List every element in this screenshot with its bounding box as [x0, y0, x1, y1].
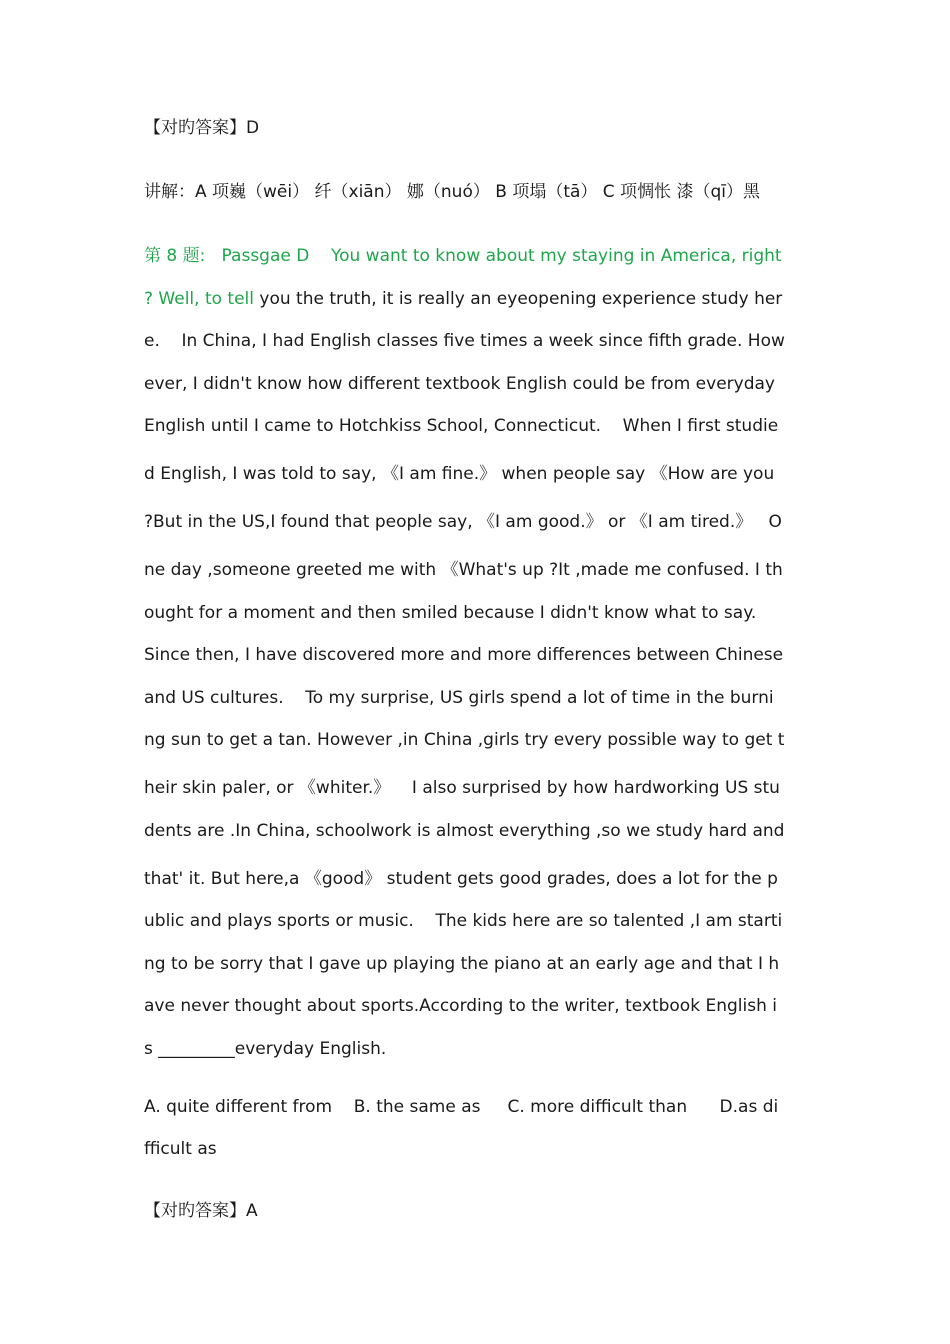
passage-line: s _________everyday English. — [144, 1039, 387, 1059]
answer-options-line-2: fficult as — [144, 1139, 217, 1159]
passage-line: d English, I was told to say, 《I am fine.》 when people say 《How are you — [144, 464, 775, 484]
passage-line: ought for a moment and then smiled because I didn't know what to say. — [144, 603, 757, 623]
passage-line: dents are .In China, schoolwork is almost everything ,so we study hard and — [144, 821, 785, 841]
passage-line: heir skin paler, or 《whiter.》 I also surprised by how hardworking US stu — [144, 778, 780, 798]
previous-answer: 【对旳答案】D — [144, 118, 260, 138]
question-header: 第 8 题: Passgae D You want to know about my staying in America, right — [144, 246, 782, 266]
answer-options-line-1: A. quite different from B. the same as C. more difficult than D.as di — [144, 1097, 779, 1117]
passage-line: ne day ,someone greeted me with 《What's up ?It ,made me confused. I th — [144, 560, 783, 580]
passage-line: ublic and plays sports or music. The kids here are so talented ,I am starti — [144, 911, 783, 931]
passage-line — [144, 245, 782, 267]
passage-line: English until I came to Hotchkiss School, Connecticut. When I first studie — [144, 416, 779, 436]
passage-line: ave never thought about sports.According to the writer, textbook English i — [144, 996, 777, 1016]
passage-line: ng sun to get a tan. However ,in China ,girls try every possible way to get t — [144, 730, 785, 750]
passage-line: and US cultures. To my surprise, US girls spend a lot of time in the burni — [144, 688, 774, 708]
correct-answer: 【对旳答案】A — [144, 1201, 258, 1221]
passage-line: ever, I didn't know how different textbook English could be from everyday — [144, 374, 775, 394]
explanation-text: 讲解：A 项巍（wēi） 纤（xiān） 娜（nuó） B 项塌（tā） C 项惆怅 漆（qī）黑 — [144, 182, 760, 202]
passage-line: Since then, I have discovered more and more differences between Chinese — [144, 645, 784, 665]
passage-line: e. In China, I had English classes five times a week since fifth grade. How — [144, 331, 785, 351]
passage-line: ?But in the US,I found that people say, 《I am good.》 or 《I am tired.》 O — [144, 512, 782, 532]
passage-line: ? Well, to tell you the truth, it is really an eyeopening experience study her — [144, 289, 783, 309]
passage-line: ng to be sorry that I gave up playing the piano at an early age and that I h — [144, 954, 780, 974]
passage-line: that' it. But here,a 《good》 student gets good grades, does a lot for the p — [144, 869, 778, 889]
